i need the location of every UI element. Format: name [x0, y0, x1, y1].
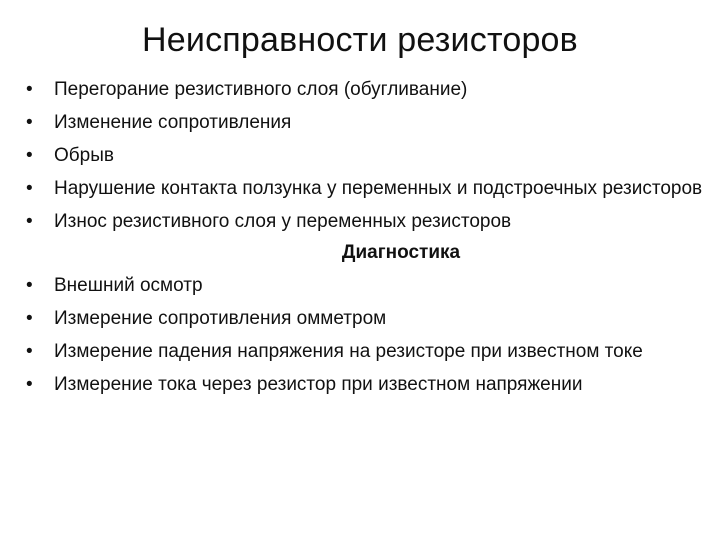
list-item-text: Перегорание резистивного слоя (обугливание)	[54, 79, 468, 100]
slide-content	[26, 78, 706, 406]
list-item-fault-2	[26, 111, 706, 134]
slide-title: Неисправности резисторов	[142, 21, 578, 59]
list-item-fault-3	[26, 144, 706, 167]
list-item-diagnostic-3	[26, 340, 706, 363]
bullet-icon: •	[26, 79, 33, 100]
list-item-text: Измерение сопротивления омметром	[54, 308, 387, 329]
list-item-fault-4	[26, 177, 706, 200]
bullet-icon: •	[26, 341, 33, 362]
bullet-icon: •	[26, 275, 33, 296]
list-item-diagnostic-4	[26, 373, 706, 396]
list-item-text: Обрыв	[54, 145, 114, 166]
list-item-text: Измерение падения напряжения на резисторе при известном токе	[54, 341, 643, 362]
list-item-text: Внешний осмотр	[54, 275, 203, 296]
bullet-icon: •	[26, 211, 33, 232]
list-item-text: Износ резистивного слоя у переменных резисторов	[54, 211, 512, 232]
list-item-text: Изменение сопротивления	[54, 112, 292, 133]
bullet-icon: •	[26, 178, 33, 199]
bullet-icon: •	[26, 308, 33, 329]
list-item-text: Измерение тока через резистор при известном напряжении	[54, 374, 583, 395]
list-item-diagnostic-2	[26, 307, 706, 330]
diagnostics-heading: Диагностика	[341, 242, 461, 263]
list-item-diagnostic-1	[26, 274, 706, 297]
bullet-icon: •	[26, 145, 33, 166]
list-item-fault-5	[26, 210, 706, 233]
list-item-fault-1	[26, 78, 706, 101]
list-item-text: Нарушение контакта ползунка у переменных и подстроечных резисторов	[54, 178, 703, 199]
bullet-icon: •	[26, 374, 33, 395]
bullet-icon: •	[26, 112, 33, 133]
